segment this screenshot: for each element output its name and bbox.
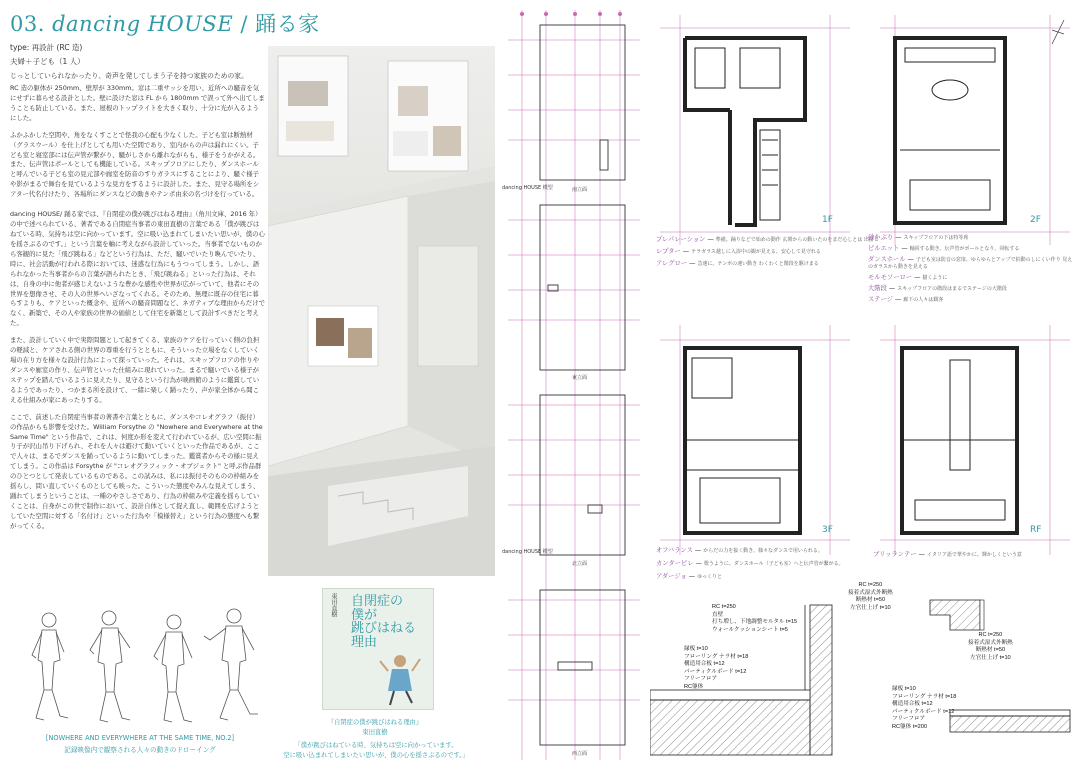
quote-line-1: 「僕が跳びはねている時、気持ちは空に向かっています。 xyxy=(294,742,458,749)
plan-2f xyxy=(895,38,1005,223)
detail-c-floor-finish xyxy=(950,710,1070,716)
title-english: dancing HOUSE xyxy=(52,12,234,36)
legend-2f-name-6: ステージ xyxy=(868,296,893,303)
legend-2f-desc-3: 子ども室は防音の窓扉、ゆらゆらとアップで拍動のしにくい作り 見えのガラスから動きを見える xyxy=(868,257,1073,270)
detail-b-left-3: 構造用合板 t=12 xyxy=(892,701,933,708)
legend-3f-name-3: アダージョ xyxy=(656,573,687,580)
page-title: 03. dancing HOUSE / 踊る家 xyxy=(10,12,320,36)
detail-a-floor-finish xyxy=(650,690,810,700)
detail-a-left-1: 縁板 t=10 xyxy=(684,646,708,652)
detail-b-left-6: RC躯体 t=200 xyxy=(892,723,927,730)
body-paragraph-2: ふかふかした空間や、角をなくすことで怪我の心配も少なくした。子ども室は断熱材（グラスウール）を仕上げとしても用いた空間であり、室内からの声は漏れにくい。子ども室と寝室部には伝声管が繋がり、騒がしさから離れながらも、様子をうかがえる。また、伝声管はポールとしても機能している。スキップフロアにしたり、ダンスホールと呼んでいる子ども室の見元部や廊室を防音のすりガラスにすることにより、騒ぐ様子や影がまるで舞台を見ているような見方をするように設計した。また、見守る場所をシアター代名付けたり、各場所にダンスなどの動きやテンポ由来の名づけを行っている。 xyxy=(10,130,260,199)
floor-label-1f: 1F xyxy=(822,215,833,225)
detail-b-left-4: パーティクルボード t=12 xyxy=(892,708,955,715)
north-arrow-icon xyxy=(1048,18,1068,46)
north-elevation-label: 北立面 xyxy=(572,561,588,567)
east-elevation-label: 東立面 xyxy=(572,375,588,381)
legend-1f-name-1: プレパレーション xyxy=(656,236,706,243)
figure-caption-en: [NOWHERE AND EVERYWHERE AT THE SAME TIME, NO.2] xyxy=(45,734,235,742)
detail-a-floor-notes xyxy=(684,646,748,691)
body-paragraph-5: ここで、前述した自閉症当事者の著書や言葉とともに、ダンスやコレオグラフ（振付）の作品からも影響を受けた。William Forsythe の "Nowhere and Everywhere at the Same Time" という作品で、これは、何度か形を変えて行われているが、広い空間に振り子が沢山吊り下げられ、それを人々は避けて動いていくといった作品であるが、ここで人々は、まるでダンスを踊っているように動いてしまった。鑑賞者からその様に見えてしまう。この作品は Forsythe が "コレオグラフィック・オブジェクト" と呼ぶ作品群のひとつとして発表しているものである。この試みは、私には振付そのものの枠組みを揺らし、問い直していくものとしても映った。こういった態度やみんな見えてしまう、踊れてしまうということは、一種のやさしさであり、行為の枠組みや定義を揺らしていくことは、自身がこの世で制作において、設計自体として捉え直し、範囲を広げようとしていた空間に対する「名付け」といった行為や「模様替え」という行為の態度へも繋がってくる。 xyxy=(10,412,263,530)
detail-b-left-2: フローリング ナラ材 t=18 xyxy=(892,693,957,700)
legend-2f-name-5: 大階段 xyxy=(868,285,887,292)
book-title-line-2: 僕が xyxy=(351,607,378,623)
legend-3f-desc-2: 歌うように。ダンスホール（子ども室）へと伝声管が繋がる。 xyxy=(703,561,844,567)
detail-b-right-3: 断熱材 t=50 xyxy=(975,647,1006,654)
legend-2f: 砂かぶり — スキップフロアの下は特等席 ピルエット — 軸回する動き。伝声管がポールとなり、回転する ダンスホール — 子ども室は防音の窓扉、ゆらゆらとアップで拍動のしにくい作り 見えのガラスから動きを見える モルモソーロー — 猫くように 大階段 — スキップフロアの階段はまるでステージの大階段 ステージ — 廊下の人々は観客 xyxy=(868,234,1073,303)
plan-1f xyxy=(685,38,805,225)
book-title-line-1: 自閉症の xyxy=(351,594,404,609)
book-illustration xyxy=(378,651,423,706)
floor-label-2f: 2F xyxy=(1030,215,1041,225)
detail-a-top-3: 打ち増し、下地調整モルタル t=15 xyxy=(712,619,798,626)
legend-rf: ブリッランテー — イタリア語で華やかに。輝かしくという意 xyxy=(873,551,1022,558)
floor-label-3f: 3F xyxy=(822,525,833,535)
detail-a-left-2: フローリング ナラ材 t=18 xyxy=(684,653,749,660)
detail-a-top-4: ウォールクッションシート t=5 xyxy=(712,626,788,633)
legend-2f-desc-2: 軸回する動き。伝声管がポールとなり、回転する xyxy=(909,246,1020,252)
detail-a-left-5: フリーフロア xyxy=(684,676,718,683)
book-title-line-4: 理由 xyxy=(351,634,378,650)
detail-a-left-6: RC躯体 xyxy=(684,683,704,690)
type-line: type: 再設計 (RC 造) xyxy=(10,43,83,52)
legend-1f-name-3: アレグロー xyxy=(656,260,688,267)
plan-3f xyxy=(685,348,800,533)
detail-b-top-4: 左官仕上げ t=10 xyxy=(850,604,891,611)
legend-2f-name-1: 砂かぶり xyxy=(868,234,894,241)
detail-c-slab xyxy=(950,716,1070,732)
dancer-drawing xyxy=(14,600,264,730)
south-elevation-label: 南立面 xyxy=(572,187,588,193)
title-number: 03. xyxy=(10,12,45,36)
legend-3f: オフバランス — からだの力を抜く動き。様々なダンスで用いられる。 カンタービレ — 歌うように。ダンスホール（子ども室）へと伝声管が繋がる。 アダージョ — ゆっくりと xyxy=(656,547,844,580)
detail-a-slab xyxy=(650,700,810,755)
legend-rf-desc-1: イタリア語で華やかに。輝かしくという意 xyxy=(926,552,1022,558)
legend-1f: プレパレーション — 準備。踊りなどで始めの動作 玄関からの動いたのをまだ心しとは 出掛こ レプター — テラガラス越しに入浴中の観が見える。安心して見守れる アレグロー — 急速に。テンポの速い動き わくわくと階段を駆けまる xyxy=(656,236,879,267)
detail-a-top-2: 直壁 xyxy=(712,611,724,618)
body-paragraph-4: また、設計していく中で実際問題として起きてくる、家族のケアを行っていく側の負担の軽減と、ケアされる側の世界の尊重を行うとともに、そういった立場をなくしていく場の在り方を様々な設計行為によって探っていった。それは、スキップフロアの作りやダンスや廊室の作り、伝声管といった仕組みに現れていった。まるで騒いでいる様子がステップを踏んでいるように見えたり、見守るという行為が映画館のように鑑賞しているようであったり、つかまる所を設けて、一緒に楽しく踊ったり、声が家全体から聞こえる仕組みが家にあったりする。 xyxy=(10,336,260,404)
detail-b-parapet xyxy=(930,600,980,630)
elevation-gridlines xyxy=(508,10,640,760)
floor-label-rf: RF xyxy=(1030,525,1042,535)
quote-line-2: 空に吸い込まれてしまいたい思いが、僕の心を揺さぶるのです。」 xyxy=(283,752,469,759)
north-model-label: dancing HOUSE 模型 xyxy=(502,549,553,555)
detail-b-top-notes xyxy=(848,582,893,612)
body-paragraph-3: dancing HOUSE/ 踊る家では、『自閉症の僕が跳びはねる理由』（角川文庫、2016 年）の中で述べられている、著者である自閉症当事者の東田直樹の言葉である「僕が跳びはねている時、気持ちは空に向かっています。空に吸い込まれてしまいたい思いが、僕の心を揺さぶるのです。」という言葉を軸に考えながら設計していった。当事者でないものから客観的に見た「飛び跳ねる」などという行為は、ただ、騒いでいたり喚んでいたり、時に、社会活動が行われる際においては、迷惑な行為にもうつってしまう。しかし、語られなかった当事者からの言葉が語られたとき、「飛び跳ねる」といった行為は、それは、自身の中に他者が感じえないような豊かな感性や世界が広がっていて、他者にその世界を想像させ、その人の世界へいざなってくれる。そのため、無理に既存の住宅に暮らすよりも、ケアといった概念や、近所への騒音問題など、ネガティブな理由からだけでなく、新築で、その人や家族の世界の価値として住宅を新築として設計すべきだと考えた。 xyxy=(10,210,265,328)
legend-1f-desc-3: 急速に。テンポの速い動き わくわくと階段を駆けまる xyxy=(697,261,819,267)
legend-2f-desc-6: 廊下の人々は観客 xyxy=(903,297,944,303)
book-title xyxy=(351,595,416,650)
legend-3f-desc-3: ゆっくりと xyxy=(697,574,723,580)
plan-rf xyxy=(902,348,1017,533)
grid-bubbles xyxy=(520,12,622,16)
detail-a-left-4: パーティクルボード t=12 xyxy=(684,668,747,675)
detail-b-left-5: フリーフロア xyxy=(892,716,926,723)
elevations-drawing xyxy=(500,0,650,764)
legend-1f-desc-2: テラガラス越しに入浴中の観が見える。安心して見守れる xyxy=(691,249,821,255)
detail-b-floor-notes xyxy=(892,686,956,731)
legend-3f-name-1: オフバランス xyxy=(656,547,693,554)
detail-b-top-2: 接着式湿式外断熱 xyxy=(848,589,893,596)
west-elevation-label: 西立面 xyxy=(572,751,588,757)
book-author: 東田直樹 xyxy=(330,593,337,617)
detail-b-right-2: 接着式湿式外断熱 xyxy=(968,639,1013,646)
dancer-figures xyxy=(32,609,258,722)
detail-a-wall xyxy=(810,605,832,755)
detail-b-right-1: RC t=250 xyxy=(978,632,1003,638)
model-label: dancing HOUSE 模型 xyxy=(502,185,553,191)
body-paragraph-1: RC 造の躯体が 250mm、壁厚が 330mm。窓は二重サッシを用い、近所への騒音を気にせずに暮らせる設計とした。壁に設けた窓は FL から 1800mm で誤って外へ出てしまうことも防止している。また、屋根のトップライトを大きく取り、十分に光が入るようにした。 xyxy=(10,84,265,122)
elevation-outlines xyxy=(540,25,625,745)
body-text xyxy=(10,84,265,539)
legend-2f-name-2: ピルエット xyxy=(868,245,900,252)
book-title-line-3: 跳びはねる xyxy=(351,621,417,637)
title-japanese: 踊る家 xyxy=(255,12,320,36)
figure-caption-jp: 記録映像内で観察される人々の動きのドローイング xyxy=(64,746,216,754)
legend-1f-desc-1: 準備。踊りなどで始めの動作 玄関からの動いたのをまだ心しとは 出掛こ xyxy=(715,237,879,243)
legend-3f-name-2: カンタービレ xyxy=(656,560,694,567)
model-photo-illustration xyxy=(268,46,495,576)
book-caption-title: 『自閉症の僕が跳びはねる理由』 xyxy=(327,719,423,726)
detail-b-right-4: 左官仕上げ t=10 xyxy=(970,654,1011,661)
legend-2f-desc-1: スキップフロアの下は特等席 xyxy=(903,235,969,241)
book-cover xyxy=(322,588,434,710)
legend-rf-name-1: ブリッランテー xyxy=(873,551,917,558)
intro-line: じっとしていられなかったり、奇声を発してしまう子を持つ家族のための家。 xyxy=(10,72,248,80)
legend-2f-name-4: モルモソーロー xyxy=(868,274,913,281)
detail-a-top-1: RC t=250 xyxy=(712,604,736,610)
family-line: 夫婦＋子ども（1 人） xyxy=(10,57,85,66)
legend-2f-desc-4: 猫くように xyxy=(922,275,948,281)
legend-2f-name-3: ダンスホール xyxy=(868,256,906,263)
legend-1f-name-2: レプター xyxy=(656,248,681,255)
detail-b-right-notes xyxy=(968,632,1013,662)
detail-b-top-3: 断熱材 t=50 xyxy=(855,597,886,604)
book-caption-author: 東田直樹 xyxy=(362,729,388,736)
detail-a-left-3: 構造用合板 t=12 xyxy=(684,661,725,668)
detail-b-left-1: 縁板 t=10 xyxy=(892,686,916,692)
legend-3f-desc-1: からだの力を抜く動き。様々なダンスで用いられる。 xyxy=(703,548,823,554)
legend-2f-desc-5: スキップフロアの階段はまるでステージの大階段 xyxy=(897,286,1007,292)
model-photo xyxy=(268,46,495,576)
detail-b-top-1: RC t=250 xyxy=(858,582,883,588)
detail-a-wall-notes xyxy=(712,604,797,634)
